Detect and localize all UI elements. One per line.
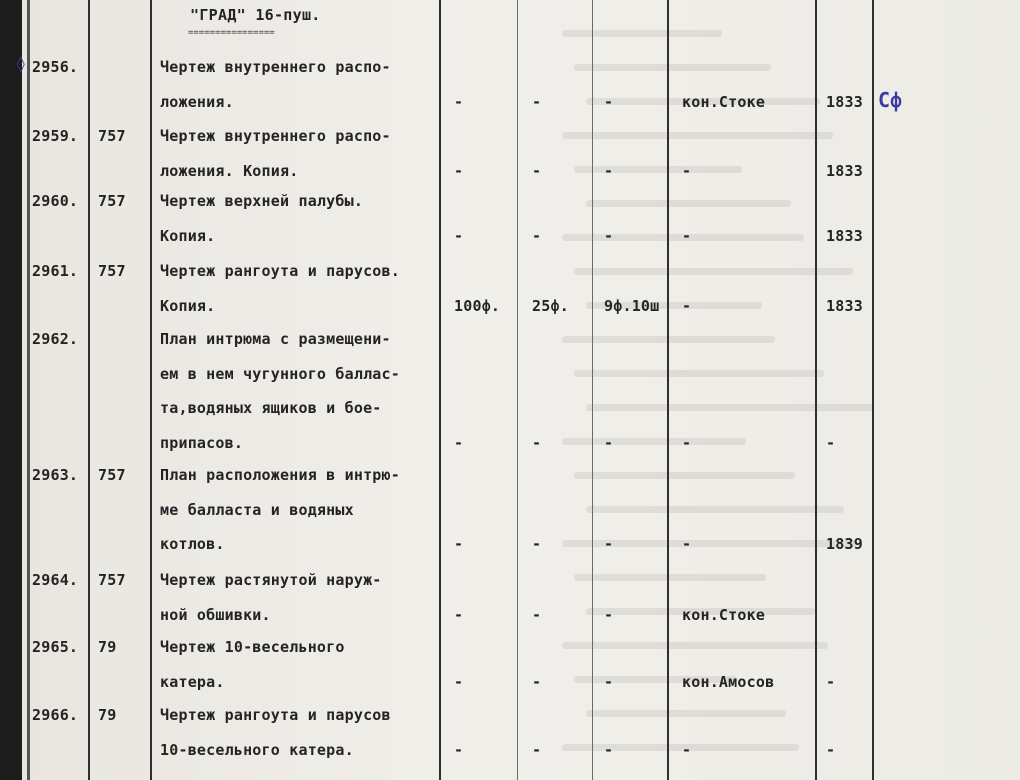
record-col-1: -	[454, 740, 464, 759]
record-description-line: Чертеж рангоута и парусов.	[160, 262, 400, 280]
record-description-line: котлов.	[160, 535, 225, 553]
record-number: 2959.	[32, 127, 79, 145]
bleed-through-line	[574, 166, 742, 173]
record-author: -	[682, 161, 692, 180]
record-code: 79	[98, 706, 117, 724]
bleed-through-line	[586, 506, 844, 513]
record-description-line: Чертеж внутреннего распо-	[160, 127, 391, 145]
bleed-through-line	[574, 370, 824, 377]
record-author: кон.Стоке	[682, 605, 766, 624]
record-col-3: -	[604, 672, 614, 691]
record-description-line: Копия.	[160, 226, 216, 245]
bleed-through-line	[562, 30, 722, 37]
bleed-through-line	[562, 132, 833, 139]
record-number: 2966.	[32, 706, 79, 724]
record-author: кон.Стоке	[682, 92, 766, 111]
record-number: 2963.	[32, 466, 79, 484]
record-code: 757	[98, 262, 126, 280]
record-year: 1833	[826, 296, 863, 315]
column-rule	[150, 0, 152, 780]
bleed-through-line	[586, 710, 786, 717]
record-year: 1833	[826, 92, 863, 111]
record-author: кон.Амосов	[682, 672, 775, 691]
column-rule	[88, 0, 90, 780]
record-col-1: -	[454, 226, 464, 245]
record-col-1: -	[454, 433, 464, 452]
record-code: 757	[98, 127, 126, 145]
record-col-2: -	[532, 92, 542, 111]
record-col-2: -	[532, 672, 542, 691]
record-number: 2962.	[32, 330, 79, 348]
bleed-through-line	[574, 268, 853, 275]
record-year: -	[826, 433, 836, 452]
record-description-line: ме балласта и водяных	[160, 500, 354, 519]
record-col-3: -	[604, 605, 614, 624]
record-col-3: -	[604, 535, 614, 553]
record-description-line: ложения. Копия.	[160, 161, 299, 180]
record-description-line: ложения.	[160, 92, 234, 111]
column-rule	[27, 0, 30, 780]
record-year: -	[826, 672, 836, 691]
record-col-3: -	[604, 161, 614, 180]
record-col-2: 25ф.	[532, 296, 569, 315]
record-number: 2961.	[32, 262, 79, 280]
record-number: 2956.	[32, 58, 79, 76]
record-col-1: -	[454, 535, 464, 553]
column-rule	[439, 0, 441, 780]
record-description-line: План интрюма с размещени-	[160, 330, 391, 348]
record-description-line: катера.	[160, 672, 225, 691]
record-col-1: -	[454, 605, 464, 624]
record-author: -	[682, 296, 692, 315]
record-col-2: -	[532, 740, 542, 759]
column-rule	[667, 0, 669, 780]
record-col-2: -	[532, 433, 542, 452]
record-description-line: припасов.	[160, 433, 244, 452]
section-title: "ГРАД" 16-пуш.	[190, 6, 321, 24]
record-col-3: -	[604, 740, 614, 759]
document-page	[16, 0, 1020, 780]
record-col-2: -	[532, 161, 542, 180]
record-number: 2965.	[32, 638, 79, 656]
record-code: 757	[98, 192, 126, 210]
record-description-line: Чертеж рангоута и парусов	[160, 706, 391, 724]
column-rule	[872, 0, 874, 780]
record-col-1: -	[454, 161, 464, 180]
record-description-line: Чертеж верхней палубы.	[160, 192, 364, 210]
bleed-through-line	[562, 438, 746, 445]
record-year: 1833	[826, 226, 863, 245]
bleed-through-line	[562, 744, 799, 751]
bleed-through-line	[574, 472, 795, 479]
record-col-1: 100ф.	[454, 296, 501, 315]
record-col-2: -	[532, 535, 542, 553]
section-title-underline: ================	[188, 28, 275, 38]
record-description-line: Копия.	[160, 296, 216, 315]
record-description-line: Чертеж внутреннего распо-	[160, 58, 391, 76]
record-author: -	[682, 433, 692, 452]
record-description-line: Чертеж растянутой наруж-	[160, 571, 382, 589]
column-rule	[815, 0, 817, 780]
record-year: 1833	[826, 161, 863, 180]
record-number: 2964.	[32, 571, 79, 589]
column-rule	[517, 0, 518, 780]
record-col-3: -	[604, 92, 614, 111]
record-description-line: Чертеж 10-весельного	[160, 638, 345, 656]
record-col-1: -	[454, 672, 464, 691]
archive-stamp: Сф	[878, 88, 903, 112]
record-number: 2960.	[32, 192, 79, 210]
record-year: 1839	[826, 535, 863, 553]
record-col-3: 9ф.10ш	[604, 296, 660, 315]
record-col-1: -	[454, 92, 464, 111]
record-col-3: -	[604, 226, 614, 245]
record-author: -	[682, 226, 692, 245]
column-rule	[592, 0, 593, 780]
record-author: -	[682, 740, 692, 759]
bleed-through-line	[574, 64, 771, 71]
record-code: 79	[98, 638, 117, 656]
bleed-through-line	[586, 404, 873, 411]
bleed-through-line	[586, 200, 791, 207]
record-code: 757	[98, 466, 126, 484]
record-description-line: 10-весельного катера.	[160, 740, 354, 759]
record-author: -	[682, 535, 692, 553]
bleed-through-line	[574, 574, 766, 581]
record-description-line: ем в нем чугунного баллас-	[160, 364, 400, 383]
record-col-2: -	[532, 605, 542, 624]
record-description-line: ной обшивки.	[160, 605, 271, 624]
record-year: -	[826, 740, 836, 759]
record-col-3: -	[604, 433, 614, 452]
record-description-line: та,водяных ящиков и бое-	[160, 399, 382, 417]
record-description-line: План расположения в интрю-	[160, 466, 400, 484]
record-col-2: -	[532, 226, 542, 245]
record-code: 757	[98, 571, 126, 589]
margin-mark: ◊	[16, 54, 26, 73]
bleed-through-line	[562, 642, 828, 649]
